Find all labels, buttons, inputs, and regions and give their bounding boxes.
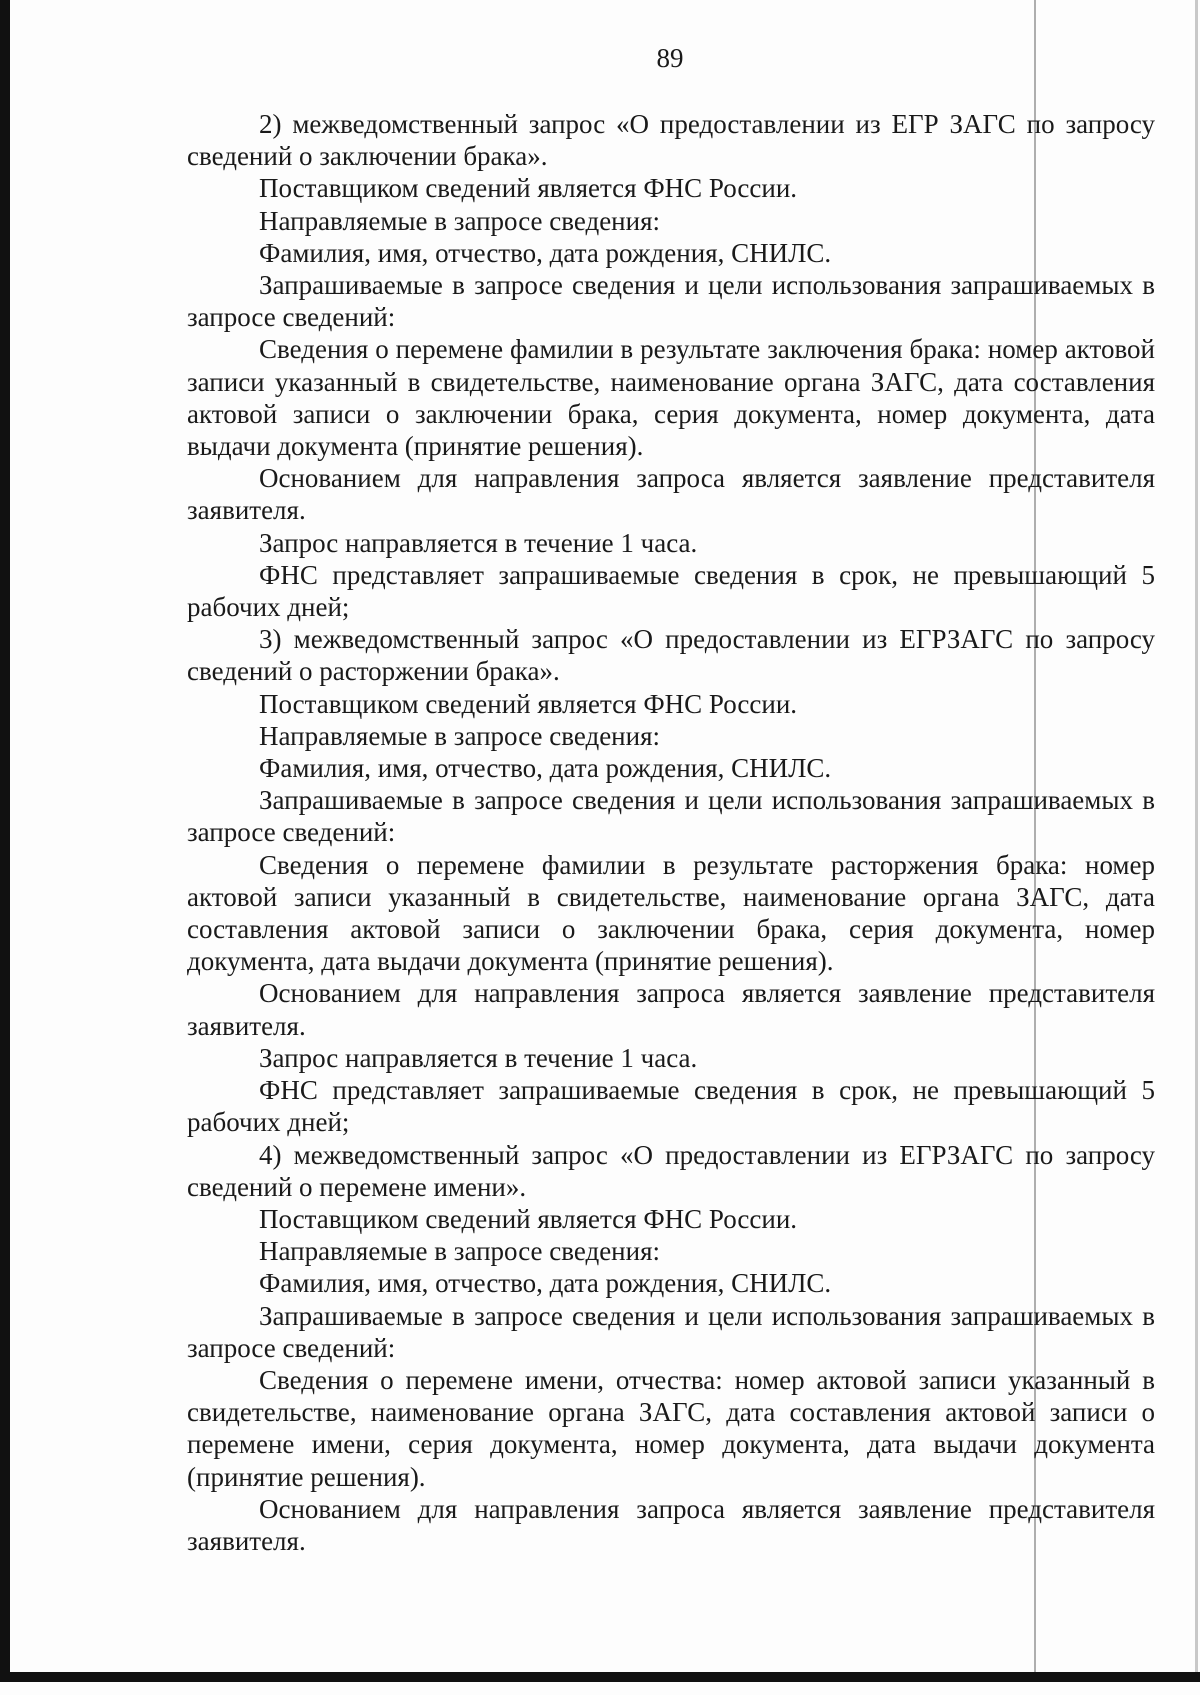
paragraph: Сведения о перемене фамилии в результате расторжения брака: номер актовой записи указанный в свидетельстве, наименование органа ЗАГС, дата составления актовой записи о заключении брака, серия документа, номер документа, дата выдачи документа (принятие решения). <box>187 849 1155 977</box>
scan-left-border <box>0 0 10 1680</box>
page-number: 89 <box>656 43 684 73</box>
paragraph: 3) межведомственный запрос «О предоставлении из ЕГРЗАГС по запросу сведений о расторжении брака». <box>187 624 1155 687</box>
paragraph: Запрос направляется в течение 1 часа. <box>259 527 698 558</box>
paragraph: Фамилия, имя, отчество, дата рождения, СНИЛС. <box>259 237 832 268</box>
paragraph: 4) межведомственный запрос «О предоставлении из ЕГРЗАГС по запросу сведений о перемене имени». <box>187 1139 1155 1202</box>
paragraph: Основанием для направления запроса является заявление представителя заявителя. <box>187 978 1155 1041</box>
paragraph: Сведения о перемене фамилии в результате заключения брака: номер актовой записи указанный в свидетельстве, наименование органа ЗАГС, дата составления актовой записи о заключении брака, серия документа, номер документа, дата выдачи документа (принятие решения). <box>187 334 1155 462</box>
paragraph: Направляемые в запросе сведения: <box>259 205 660 236</box>
paragraph: ФНС представляет запрашиваемые сведения в срок, не превышающий 5 рабочих дней; <box>187 559 1155 623</box>
paragraph: Сведения о перемене имени, отчества: номер актовой записи указанный в свидетельстве, наименование органа ЗАГС, дата составления актовой записи о перемене имени, серия документа, номер документа, дата выдачи документа (принятие решения). <box>187 1364 1155 1492</box>
paragraph: Фамилия, имя, отчество, дата рождения, СНИЛС. <box>259 753 832 784</box>
paragraph: Запрашиваемые в запросе сведения и цели использования запрашиваемых в запросе сведений: <box>187 270 1155 333</box>
paragraph: Направляемые в запросе сведения: <box>259 1236 660 1267</box>
paragraph: Поставщиком сведений является ФНС России. <box>259 688 798 719</box>
paragraph: Поставщиком сведений является ФНС России. <box>259 1203 798 1234</box>
document-body <box>187 108 1155 1557</box>
paragraph: 2) межведомственный запрос «О предоставлении из ЕГР ЗАГС по запросу сведений о заключении брака». <box>187 109 1155 172</box>
paragraph: Запрос направляется в течение 1 часа. <box>259 1042 698 1073</box>
paragraph: Направляемые в запросе сведения: <box>259 720 660 751</box>
scan-bottom-border <box>0 1672 1200 1682</box>
paragraph: Основанием для направления запроса является заявление представителя заявителя. <box>187 1493 1155 1556</box>
paragraph: Фамилия, имя, отчество, дата рождения, СНИЛС. <box>259 1268 832 1299</box>
paragraph: Запрашиваемые в запросе сведения и цели использования запрашиваемых в запросе сведений: <box>187 1300 1155 1363</box>
paragraph: Основанием для направления запроса является заявление представителя заявителя. <box>187 463 1155 526</box>
paragraph: Запрашиваемые в запросе сведения и цели использования запрашиваемых в запросе сведений: <box>187 785 1155 848</box>
paragraph: ФНС представляет запрашиваемые сведения в срок, не превышающий 5 рабочих дней; <box>187 1075 1155 1138</box>
scan-right-edge <box>1195 0 1198 1682</box>
paragraph: Поставщиком сведений является ФНС России. <box>259 173 798 204</box>
